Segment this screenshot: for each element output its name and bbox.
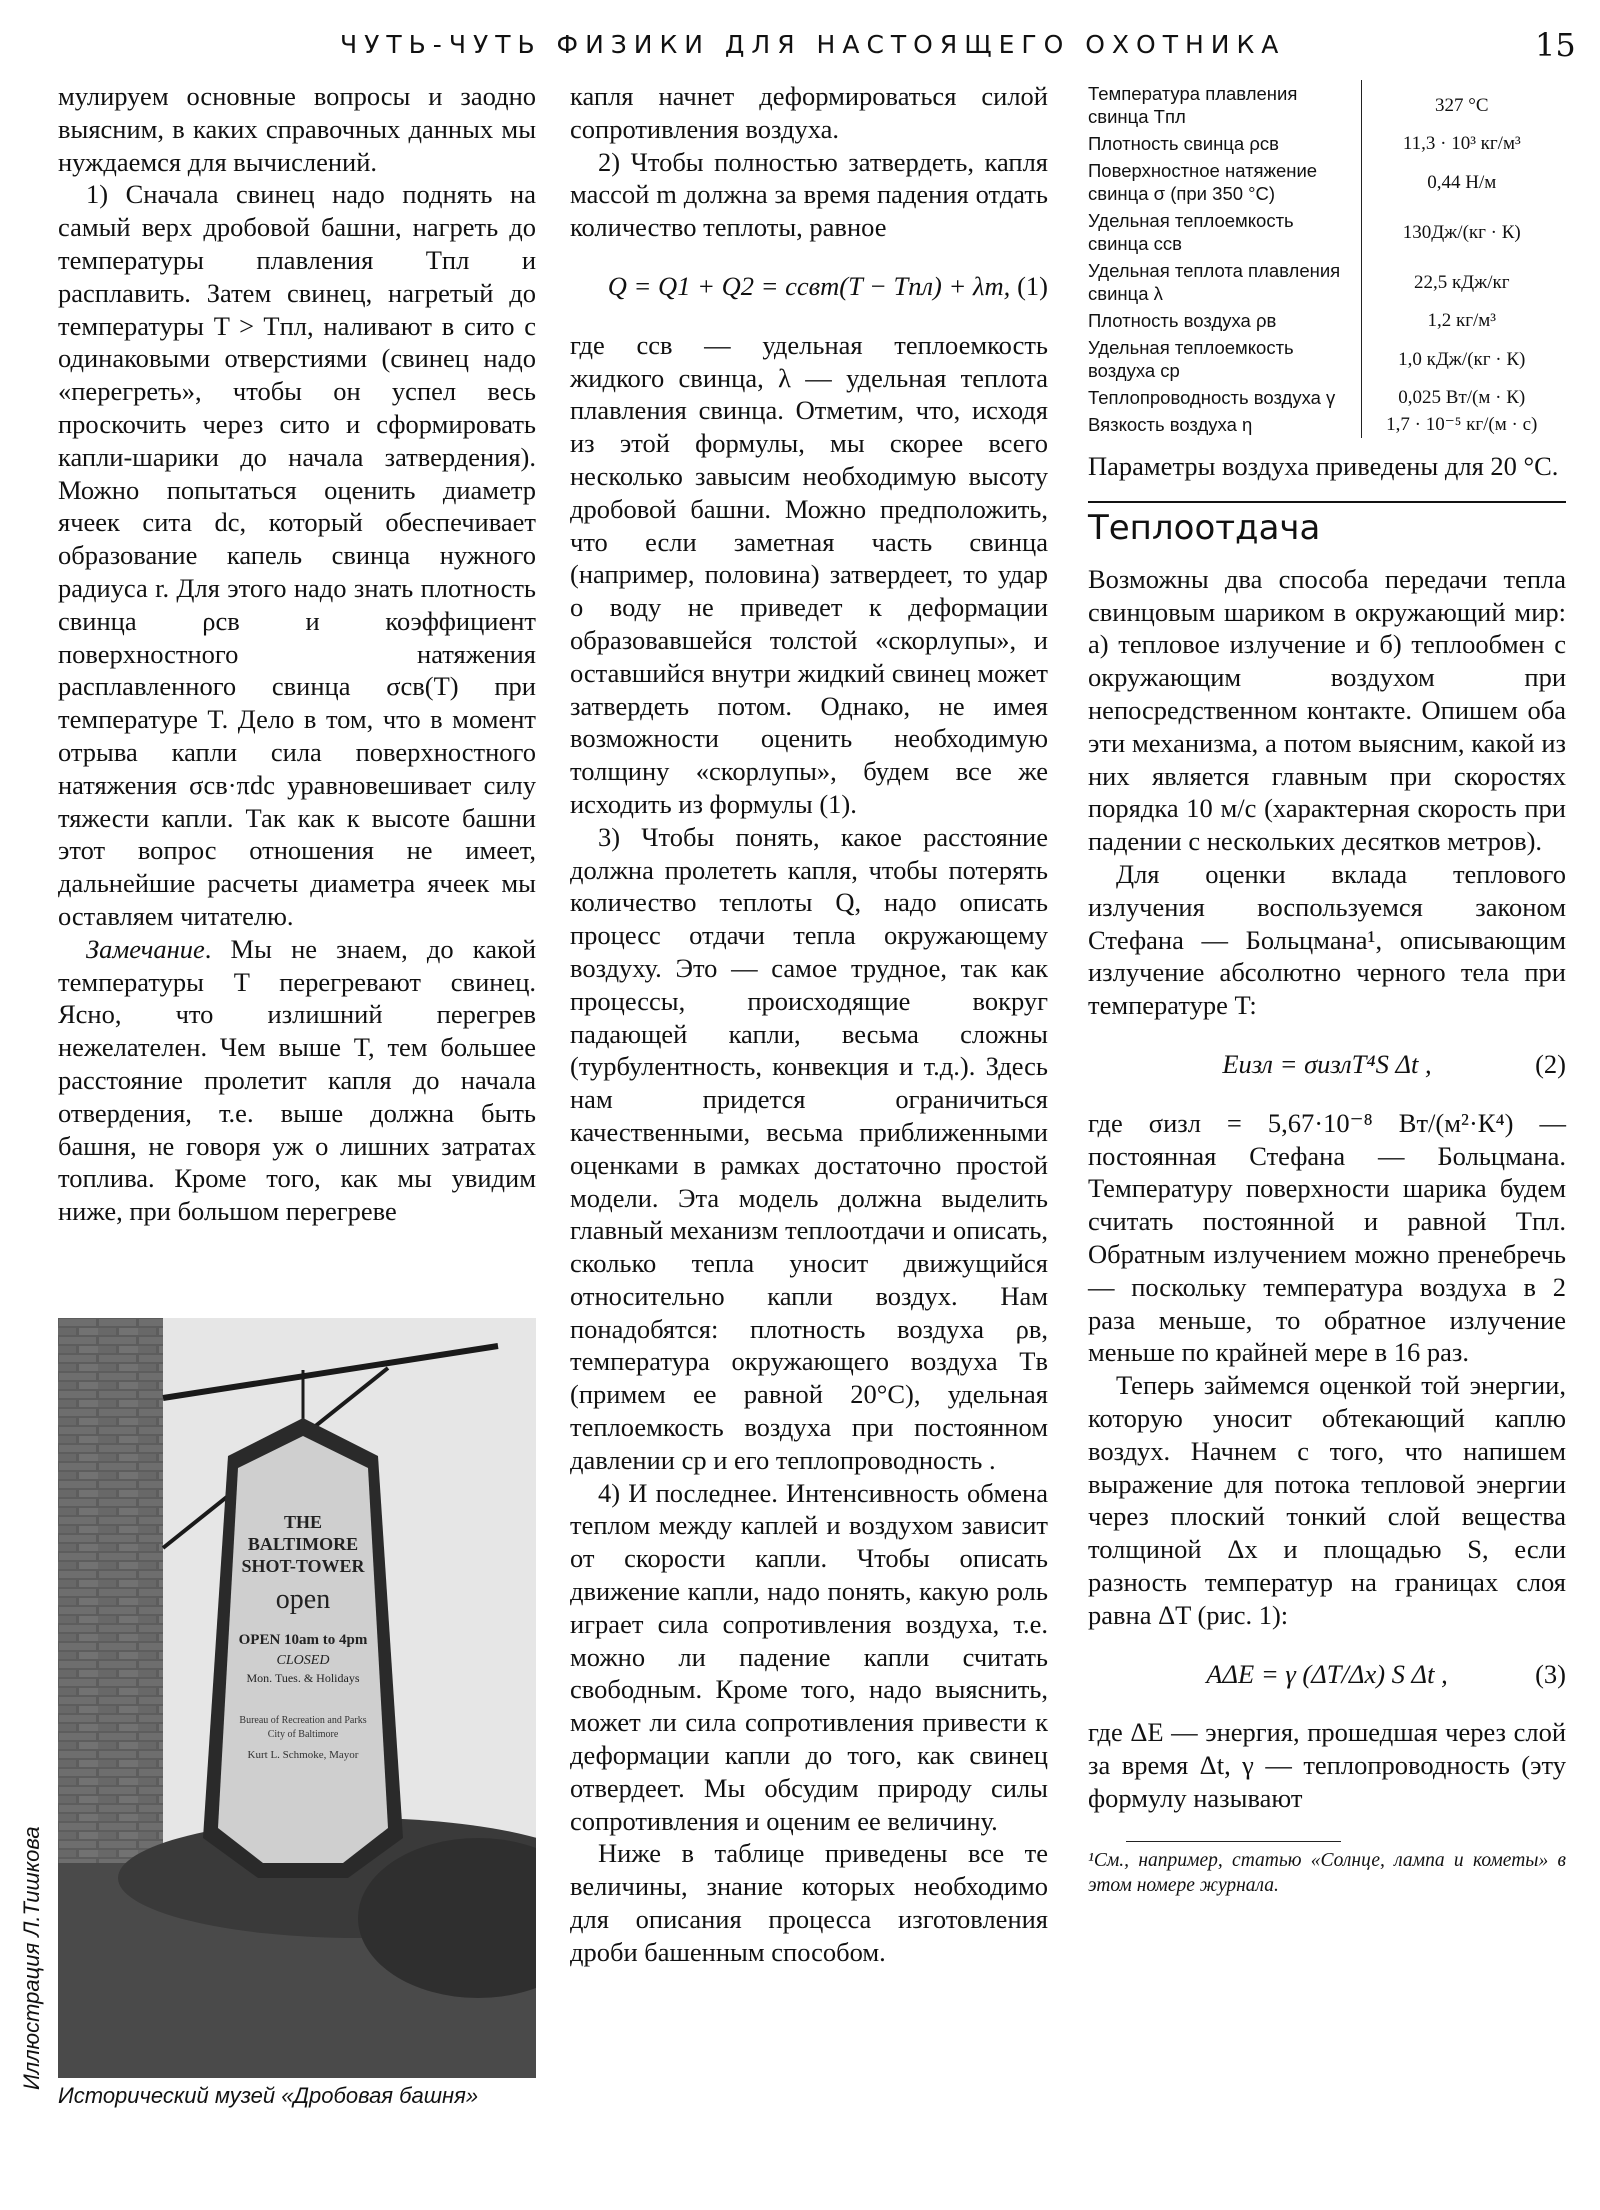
paragraph: 4) И последнее. Интенсивность обмена теплом между каплей и воздухом зависит от скорости капли. Чтобы описать движение капли, надо понять, какую роль играет сила сопротивления воздуха, т.е. можно ли падение капли считать свободным. Кроме того, надо выяснить, может ли сила сопротивления привести к деформации капли до того, как свинец отвердеет. Мы обсудим природу силы сопротивления и оценим ее величину. [570,1477,1048,1836]
formula-text: Q = Q1 + Q2 = cсвm(T − Tпл) + λm, [607,270,1011,301]
table-param: Плотность воздуха ρв [1088,310,1277,331]
photo-illustration [58,1318,536,2078]
table-value: 130Дж/(кг · К) [1361,207,1566,257]
paragraph: 3) Чтобы понять, какое расстояние должна пролететь капля, чтобы потерять количество теплоты Q, надо описать процесс отдачи тепла окружающему воздуху. Это — самое трудное, так как процессы, происходящие вокруг падающей капли, весьма сложны (турбулентность, конвекция и т.д.). Здесь нам придется ограничиться качественными, весьма приближенными оценками в рамках достаточно простой модели. Эта модель должна выделить главный механизм теплоотдачи и описать, сколько тепла уносит движущийся относительно капли воздух. Нам понадобятся: плотность воздуха ρв, температура окружающего воздуха Tв (примем ее равной 20°C), удельная теплоемкость воздуха при постоянном давлении cp и его теплопроводность . [570,821,1048,1475]
table-param: Температура плавления свинца Tпл [1088,83,1298,127]
paragraph: где σизл = 5,67·10⁻⁸ Вт/(м²·К⁴) — постоянная Стефана — Больцмана. Температуру поверхности шарика будем считать постоянной и равной Tпл. Обратным излучением можно пренебречь — поскольку температура воздуха в 2 раза меньше, то обратное излучение меньше по крайней мере в 16 раз. [1088,1107,1566,1368]
table-row [1088,257,1566,307]
table-row [1088,130,1566,157]
formula-2 [1088,1048,1566,1081]
sign-text: Bureau of Recreation and Parks [239,1715,367,1726]
shot-tower-photo [58,1318,536,2078]
table-value: 22,5 кДж/кг [1361,257,1566,307]
running-header [0,26,1600,66]
table-value: 1,2 кг/м³ [1361,307,1566,334]
table-value: 11,3 · 10³ кг/м³ [1361,130,1566,157]
paragraph: где ΔE — энергия, прошедшая через слой за время Δt, γ — теплопроводность (эту формулу называют [1088,1717,1566,1813]
formula-1 [570,270,1048,303]
paragraph: Ниже в таблице приведены все те величины, знание которых необходимо для описания процесса изготовления дроби башенным способом. [570,1838,1048,1967]
table-row [1088,80,1566,130]
formula-3 [1088,1658,1566,1691]
table-row [1088,207,1566,257]
table-row [1088,411,1566,438]
sign-text: OPEN 10am to 4pm [238,1632,368,1648]
table-param: Теплопроводность воздуха γ [1088,387,1336,408]
table-param: Удельная теплоемкость свинца cсв [1088,210,1294,254]
table-row [1088,334,1566,384]
formula-text: Eизл = σизлT⁴S Δt , [1222,1048,1432,1079]
section-heading: Теплоотдача [1088,501,1566,547]
paragraph: мулируем основные вопросы и заодно выясним, в каких справочных данных мы нуждаемся для вычислений. [58,81,536,177]
table-row [1088,157,1566,207]
column-2 [570,80,1048,1969]
paragraph: Возможны два способа передачи тепла свинцовым шариком в окружающий мир: а) тепловое излучение и б) теплообмен с окружающим воздухом при непосредственном контакте. Опишем оба эти механизма, а потом выясним, какой из них является главным при скоростях порядка 10 м/с (характерная скорость при падении с нескольких десятков метров). [1088,563,1566,857]
footnote-divider [1126,1841,1341,1842]
illustration-credit: Иллюстрация Л.Тишкова [19,1826,44,2090]
column-3 [1088,80,1566,1898]
sign-text: Kurt L. Schmoke, Mayor [247,1749,359,1761]
remark-paragraph [58,933,536,1228]
table-value: 0,44 Н/м [1361,157,1566,207]
formula-number: (1) [1017,270,1048,301]
sign-text: BALTIMORE [247,1534,359,1554]
table-value: 1,7 · 10⁻⁵ кг/(м · с) [1361,411,1566,438]
remark-text: . Мы не знаем, до какой температуры T перегревают свинец. Ясно, что излишний перегрев нежелателен. Чем выше T, тем большее расстояние пролетит капля до начала отвердения, т.е. выше должна быть башня, не говоря уж о лишних затратах топлива. Кроме того, как мы увидим ниже, при большом перегреве [58,933,536,1227]
column-1 [58,80,536,1228]
paragraph: Параметры воздуха приведены для 20 °C. [1088,451,1559,481]
table-value: 327 °C [1361,80,1566,130]
sign-text: THE [283,1512,323,1532]
paragraph: где cсв — удельная теплоемкость жидкого свинца, λ — удельная теплота плавления свинца. Отметим, что, исходя из этой формулы, мы скорее всего несколько завысим необходимую высоту дробовой башни. Можно предположить, что если заметная часть свинца (например, половина) затвердеет, то удар о воду не приведет к деформации образовавшейся толстой «скорлупы», и оставшийся внутри жидкий свинец может затвердеть потом. Однако, не имея возможности оценить необходимую толщину «скорлупы», будем все же исходить из формулы (1). [570,329,1048,819]
sign-text: Mon. Tues. & Holidays [246,1671,360,1685]
table-row [1088,384,1566,411]
footnote: ¹См., например, статью «Солнце, лампа и кометы» в этом номере журнала. [1088,1849,1566,1896]
table-param: Вязкость воздуха η [1088,414,1253,435]
parameters-table [1088,80,1566,438]
remark-label: Замечание [86,933,205,964]
table-row [1088,307,1566,334]
table-value: 0,025 Вт/(м · К) [1361,384,1566,411]
sign-text: City of Baltimore [267,1729,339,1740]
table-value: 1,0 кДж/(кг · К) [1361,334,1566,384]
table-param: Удельная теплота плавления свинца λ [1088,260,1341,304]
sign-text: CLOSED [276,1653,330,1668]
running-title: ЧУТЬ-ЧУТЬ ФИЗИКИ ДЛЯ НАСТОЯЩЕГО ОХОТНИКА [340,30,1286,59]
formula-number: (2) [1535,1048,1566,1079]
paragraph: 2) Чтобы полностью затвердеть, капля массой m должна за время падения отдать количество теплоты, равное [570,146,1048,243]
paragraph: Для оценки вклада теплового излучения воспользуемся законом Стефана — Больцмана¹, описывающим излучение абсолютно черного тела при температуре T: [1088,858,1566,1021]
formula-text: AΔE = γ (ΔT/Δx) S Δt , [1206,1658,1448,1689]
page-number: 15 [1535,26,1576,64]
sign-text: SHOT-TOWER [241,1556,365,1576]
paragraph: капля начнет деформироваться силой сопротивления воздуха. [570,81,1048,144]
photo-caption: Исторический музей «Дробовая башня» [58,2083,479,2108]
formula-number: (3) [1535,1658,1566,1689]
table-param: Плотность свинца ρсв [1088,133,1279,154]
sign-text: open [275,1584,331,1615]
paragraph: Теперь займемся оценкой той энергии, которую уносит обтекающий каплю воздух. Начнем с того, что напишем выражение для потока тепловой энергии через плоский тонкий слой вещества толщиной Δx и площадью S, если разность температур на границах слоя равна ΔT (рис. 1): [1088,1370,1566,1630]
paragraph: 1) Сначала свинец надо поднять на самый верх дробовой башни, нагреть до температуры плавления Tпл и расплавить. Затем свинец, нагретый до температуры T > Tпл, наливают в сито с одинаковыми отверстиями (свинец надо «перегреть», чтобы он успел весь проскочить через сито и сформировать капли-шарики до начала затвердения). Можно попытаться оценить диаметр ячеек сита dс, который обеспечивает образование капель свинца нужного радиуса r. Для этого надо знать плотность свинца ρсв и коэффициент поверхностного натяжения расплавленного свинца σсв(T) при температуре T. Дело в том, что в момент отрыва капли сила поверхностного натяжения σсв·πdс уравновешивает силу тяжести капли. Так как к высоте башни этот вопрос отношения не имеет, дальнейшие расчеты диаметра ячеек мы оставляем читателю. [58,179,536,931]
table-param: Удельная теплоемкость воздуха cp [1088,337,1294,381]
table-param: Поверхностное натяжение свинца σ (при 350 °C) [1088,160,1318,204]
